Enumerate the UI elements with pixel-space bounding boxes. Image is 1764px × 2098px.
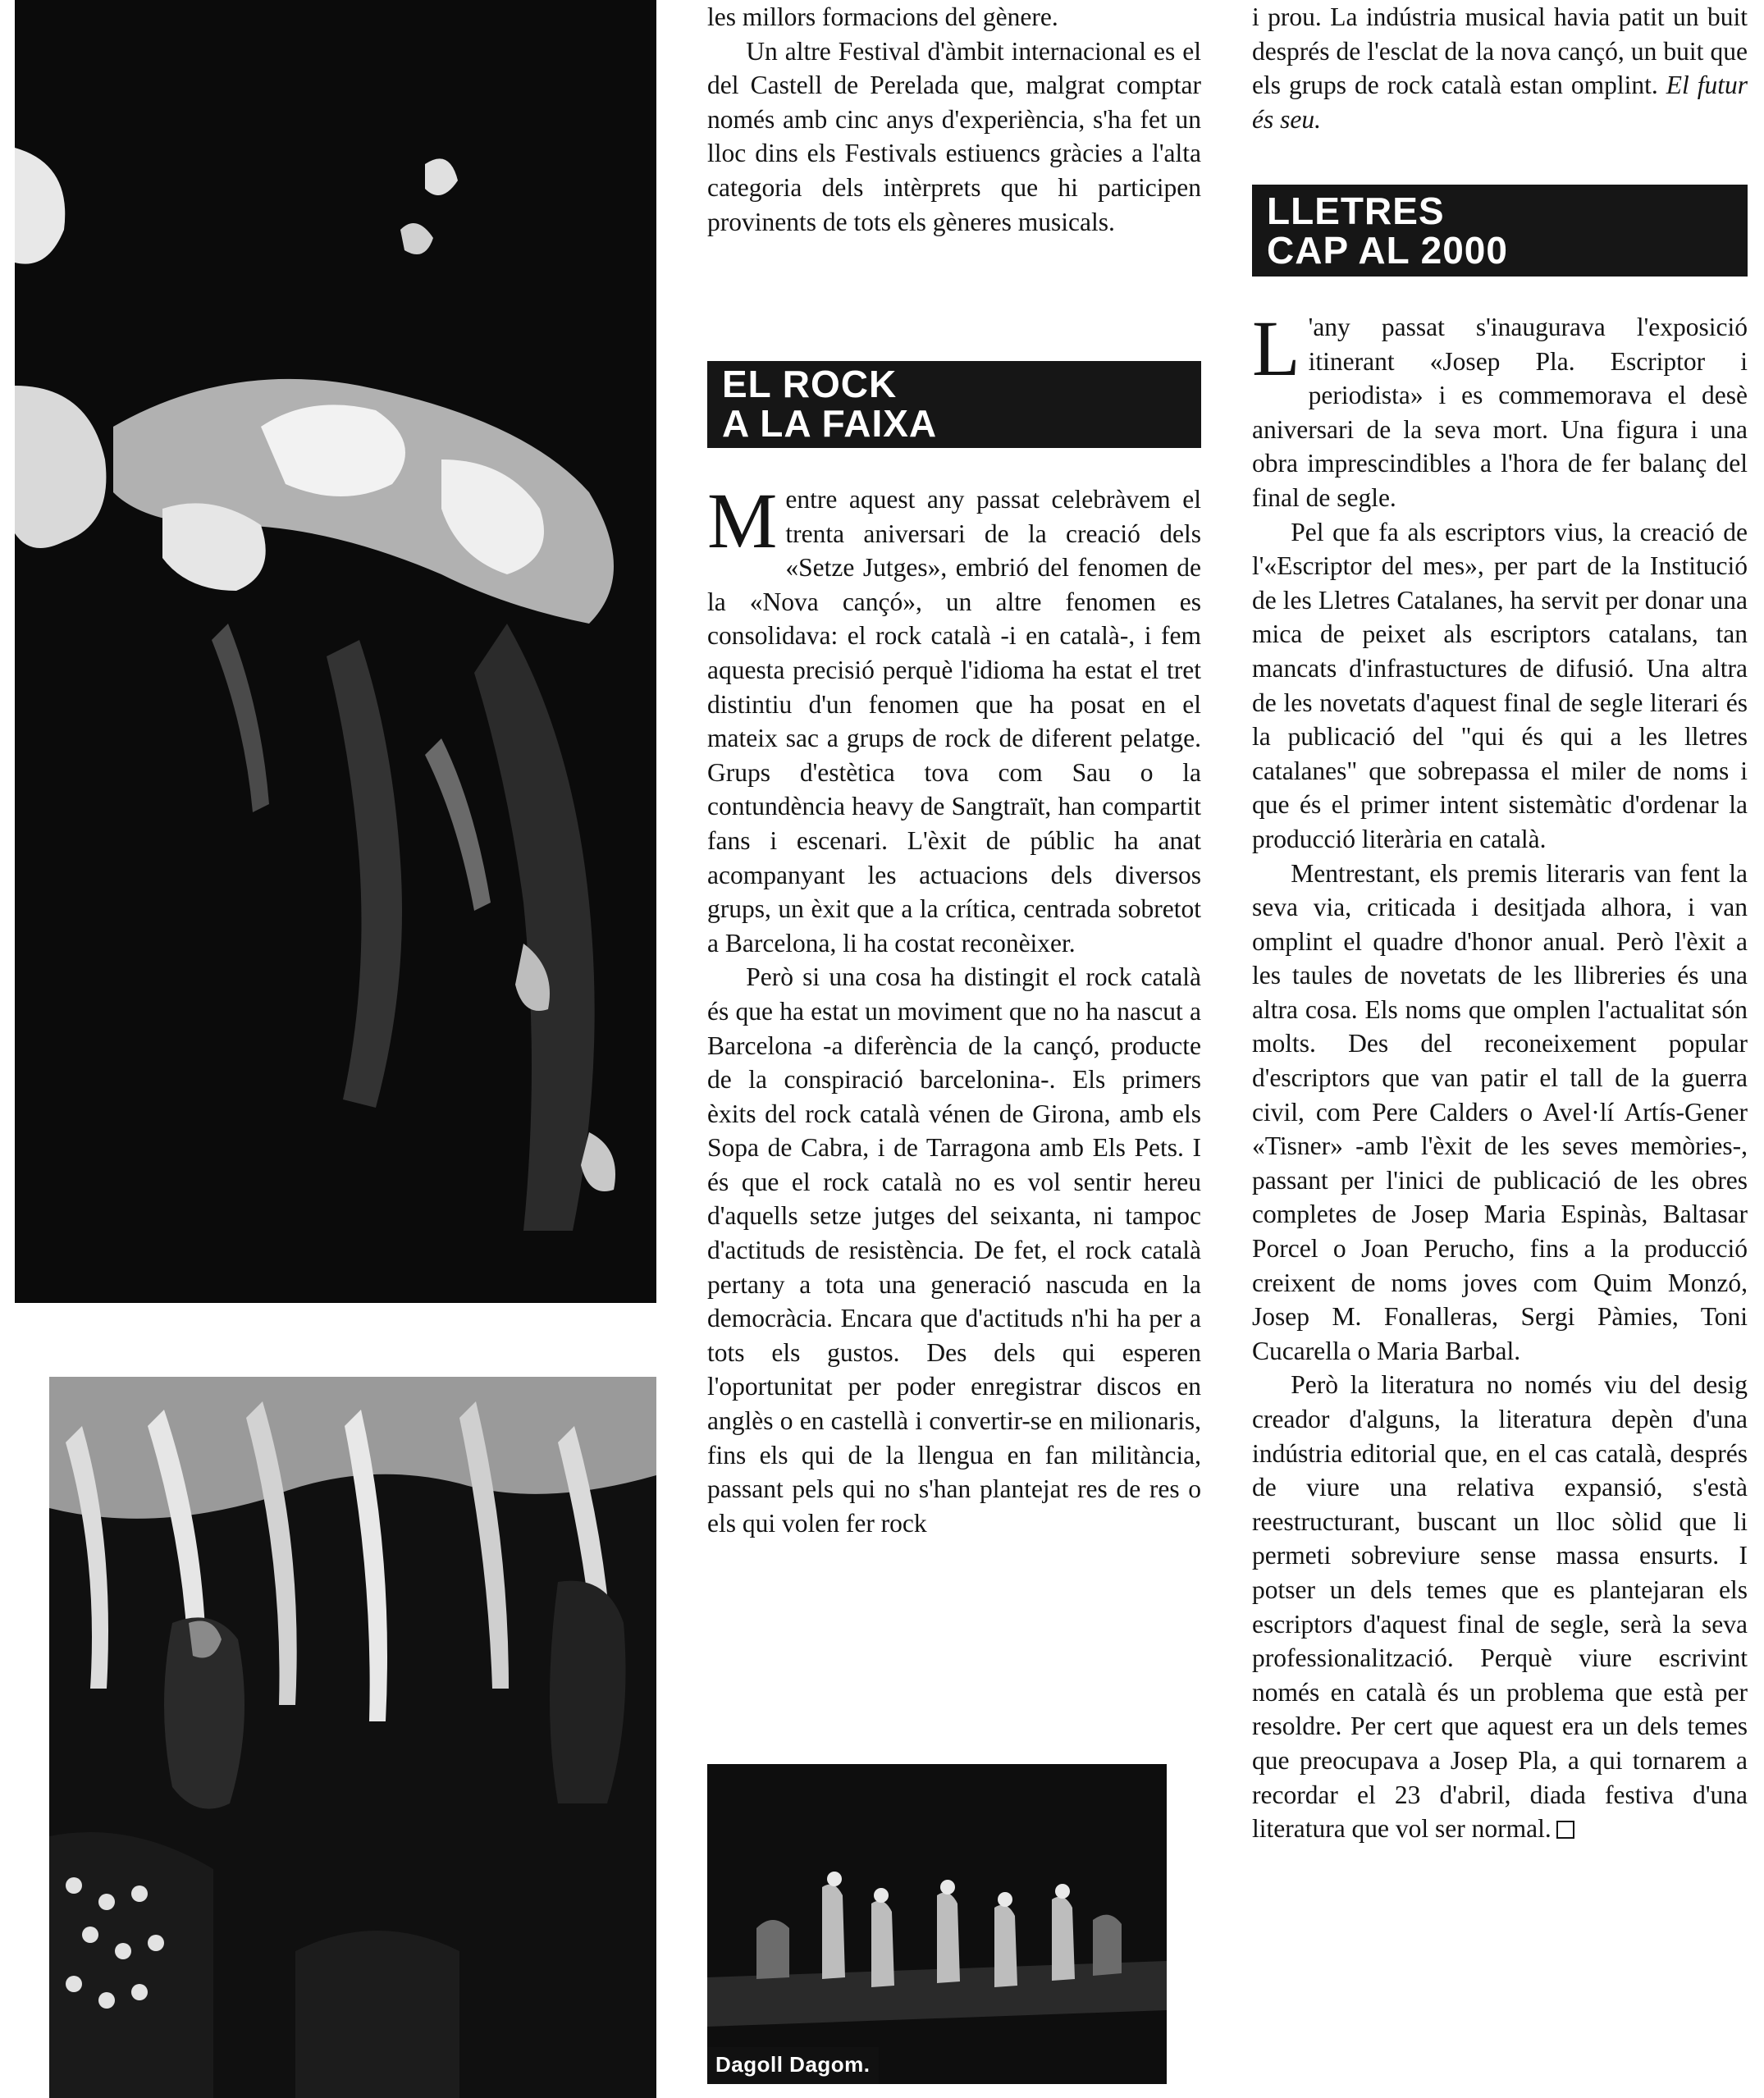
lletres-article-body: [1252, 304, 1748, 1846]
heading-line-2: CAP AL 2000: [1267, 229, 1508, 272]
rock-article-body: [707, 477, 1201, 1540]
rock-paragraph-1-text: entre aquest any passat celebràvem el trenta aniversari de la creació dels «Setze Jutges», embrió del fenomen de la «Nova cançó», un altre fenomen es consolidava: el rock català -i en català-, i fem aquesta precisió perquè l'idioma ha estat el tret distintiu d'un fenomen que ha posat en el mateix sac a grups de rock de diferent pelatge. Grups d'estètica tova com Sau o la contundència heavy de Sangtraït, han compartit fans i escenari. L'èxit de públic ha anat acompanyant les actuacions dels diversos grups, un èxit que a la crítica, centrada sobretot a Barcelona, li ha costat reconèixer.: [707, 485, 1201, 958]
dagoll-dagom-photo: [707, 1764, 1167, 2084]
rock-conclusion-text: i prou. La indústria musical havia patit un buit després de l'esclat de la nova cançó, un buit que els grups de rock català estan omplint.: [1252, 2, 1748, 100]
lletres-paragraph-1-text: 'any passat s'inaugurava l'exposició itinerant «Josep Pla. Escriptor i periodista» i es commemorava el desè aniversari de la seva mort. Una figura i una obra imprescindibles a l'hora de fer balanç del final de segle.: [1252, 313, 1748, 512]
heading-line-1: LLETRES: [1267, 190, 1445, 232]
lletres-paragraph-4: [1252, 1368, 1748, 1845]
intro-line: les millors formacions del gènere.: [707, 2, 1058, 31]
rock-paragraph-1: [707, 477, 1201, 960]
end-of-article-icon: [1556, 1821, 1574, 1839]
lletres-paragraph-4-text: Però la literatura no només viu del desig creador d'alguns, la literatura depèn d'una indústria editorial que, en el cas català, després de viure una relativa expansió, s'està reestructurant, buscant un lloc sòlid que li permeti sobreviure sense massa ensurts. I potser un dels temes que es plantejaran els escriptors d'aquest final de segle, serà la seva professionalització. Perquè viure escrivint només en català és un problema que està per resoldre. Per cert que aquest era un dels temes que preocupava a Josep Pla, a qui tornarem a recordar el 23 d'abril, diada festiva d'una literatura que vol ser normal.: [1252, 1370, 1748, 1844]
dropcap-l: L: [1252, 304, 1300, 392]
rock-conclusion: [1252, 0, 1748, 136]
concert-photo-graphic: [15, 0, 656, 1303]
dropcap-m: M: [707, 477, 778, 564]
section-heading-lletres: [1252, 185, 1748, 277]
lletres-paragraph-1: [1252, 304, 1748, 515]
lletres-paragraph-2: Pel que fa als escriptors vius, la creació de l'«Escriptor del mes», per part de la Institució de les Lletres Catalanes, ha servit per donar una mica de peixet als escriptors catalans, tan mancats d'infrastuctures de difusió. Una altra de les novetats d'aquest final de segle literari és la publicació del "qui és qui a les lletres catalanes" que sobrepassa el miler de noms i que és el primer intent sistemàtic d'ordenar la producció literària en català.: [1252, 517, 1748, 853]
section-heading-rock: [707, 361, 1201, 448]
rock-conclusion-italic: El futur és seu.: [1252, 71, 1748, 134]
right-column: [1252, 0, 1748, 1844]
lletres-paragraph-3: Mentrestant, els premis literaris van fent la seva via, criticada i desitjada alhora, i van omplint el quadre d'honor anual. Però l'èxit a les taules de novetats de les llibreries és una altra cosa. Els noms que omplen l'actualitat són molts. Des del reconeixement popular d'escriptors que van patir el tall de la guerra civil, com Pere Calders o Avel·lí Artís-Gener «Tisner» -amb l'èxit de les seves memòries-, passant per l'inici de publicació de les obres completes de Josep Maria Espinàs, Baltasar Porcel o Joan Perucho, fins a la producció creixent de noms joves com Quim Monzó, Josep M. Fonalleras, Sergi Pàmies, Toni Cucarella o Maria Barbal.: [1252, 858, 1748, 1365]
rock-paragraph-2: Però si una cosa ha distingit el rock català és que ha estat un moviment que no ha nascut a Barcelona -a diferència de la cançó, producte de la conspiració barcelonina-. Els primers èxits del rock català vénen de Girona, amb els Sopa de Cabra, i de Tarragona amb Els Pets. I és que el rock català no es vol sentir hereu d'aquells setze jutges del seixanta, ni tampoc d'actituds de resistència. De fet, el rock català pertany a tota una generació nascuda en la democràcia. Encara que d'actituds n'hi ha per a tots els gustos. Des dels qui esperen l'oportunitat per poder enregistrar discos en anglès o en castellà i convertir-se en milionaris, fins els qui de la llengua en fan militància, passant pels qui no s'han plantejat res de res o els qui volen fer rock: [707, 962, 1201, 1538]
heading-line-2: A LA FAIXA: [722, 402, 938, 445]
photo-caption: Dagoll Dagom.: [707, 2047, 879, 2084]
concert-photo: [15, 0, 656, 1303]
heading-line-1: EL ROCK: [722, 363, 898, 405]
stage-photo-graphic: [49, 1377, 656, 2098]
middle-column: [707, 0, 1201, 1538]
intro-paragraph: Un altre Festival d'àmbit internacional es el del Castell de Perelada que, malgrat comptar només amb cinc anys d'experiència, s'ha fet un lloc dins els Festivals estiuencs gràcies a l'alta categoria dels intèrprets que hi participen provinents de tots els gèneres musicals.: [707, 36, 1201, 236]
dagoll-dagom-graphic: [707, 1764, 1167, 2084]
stage-photo: [49, 1377, 656, 2098]
